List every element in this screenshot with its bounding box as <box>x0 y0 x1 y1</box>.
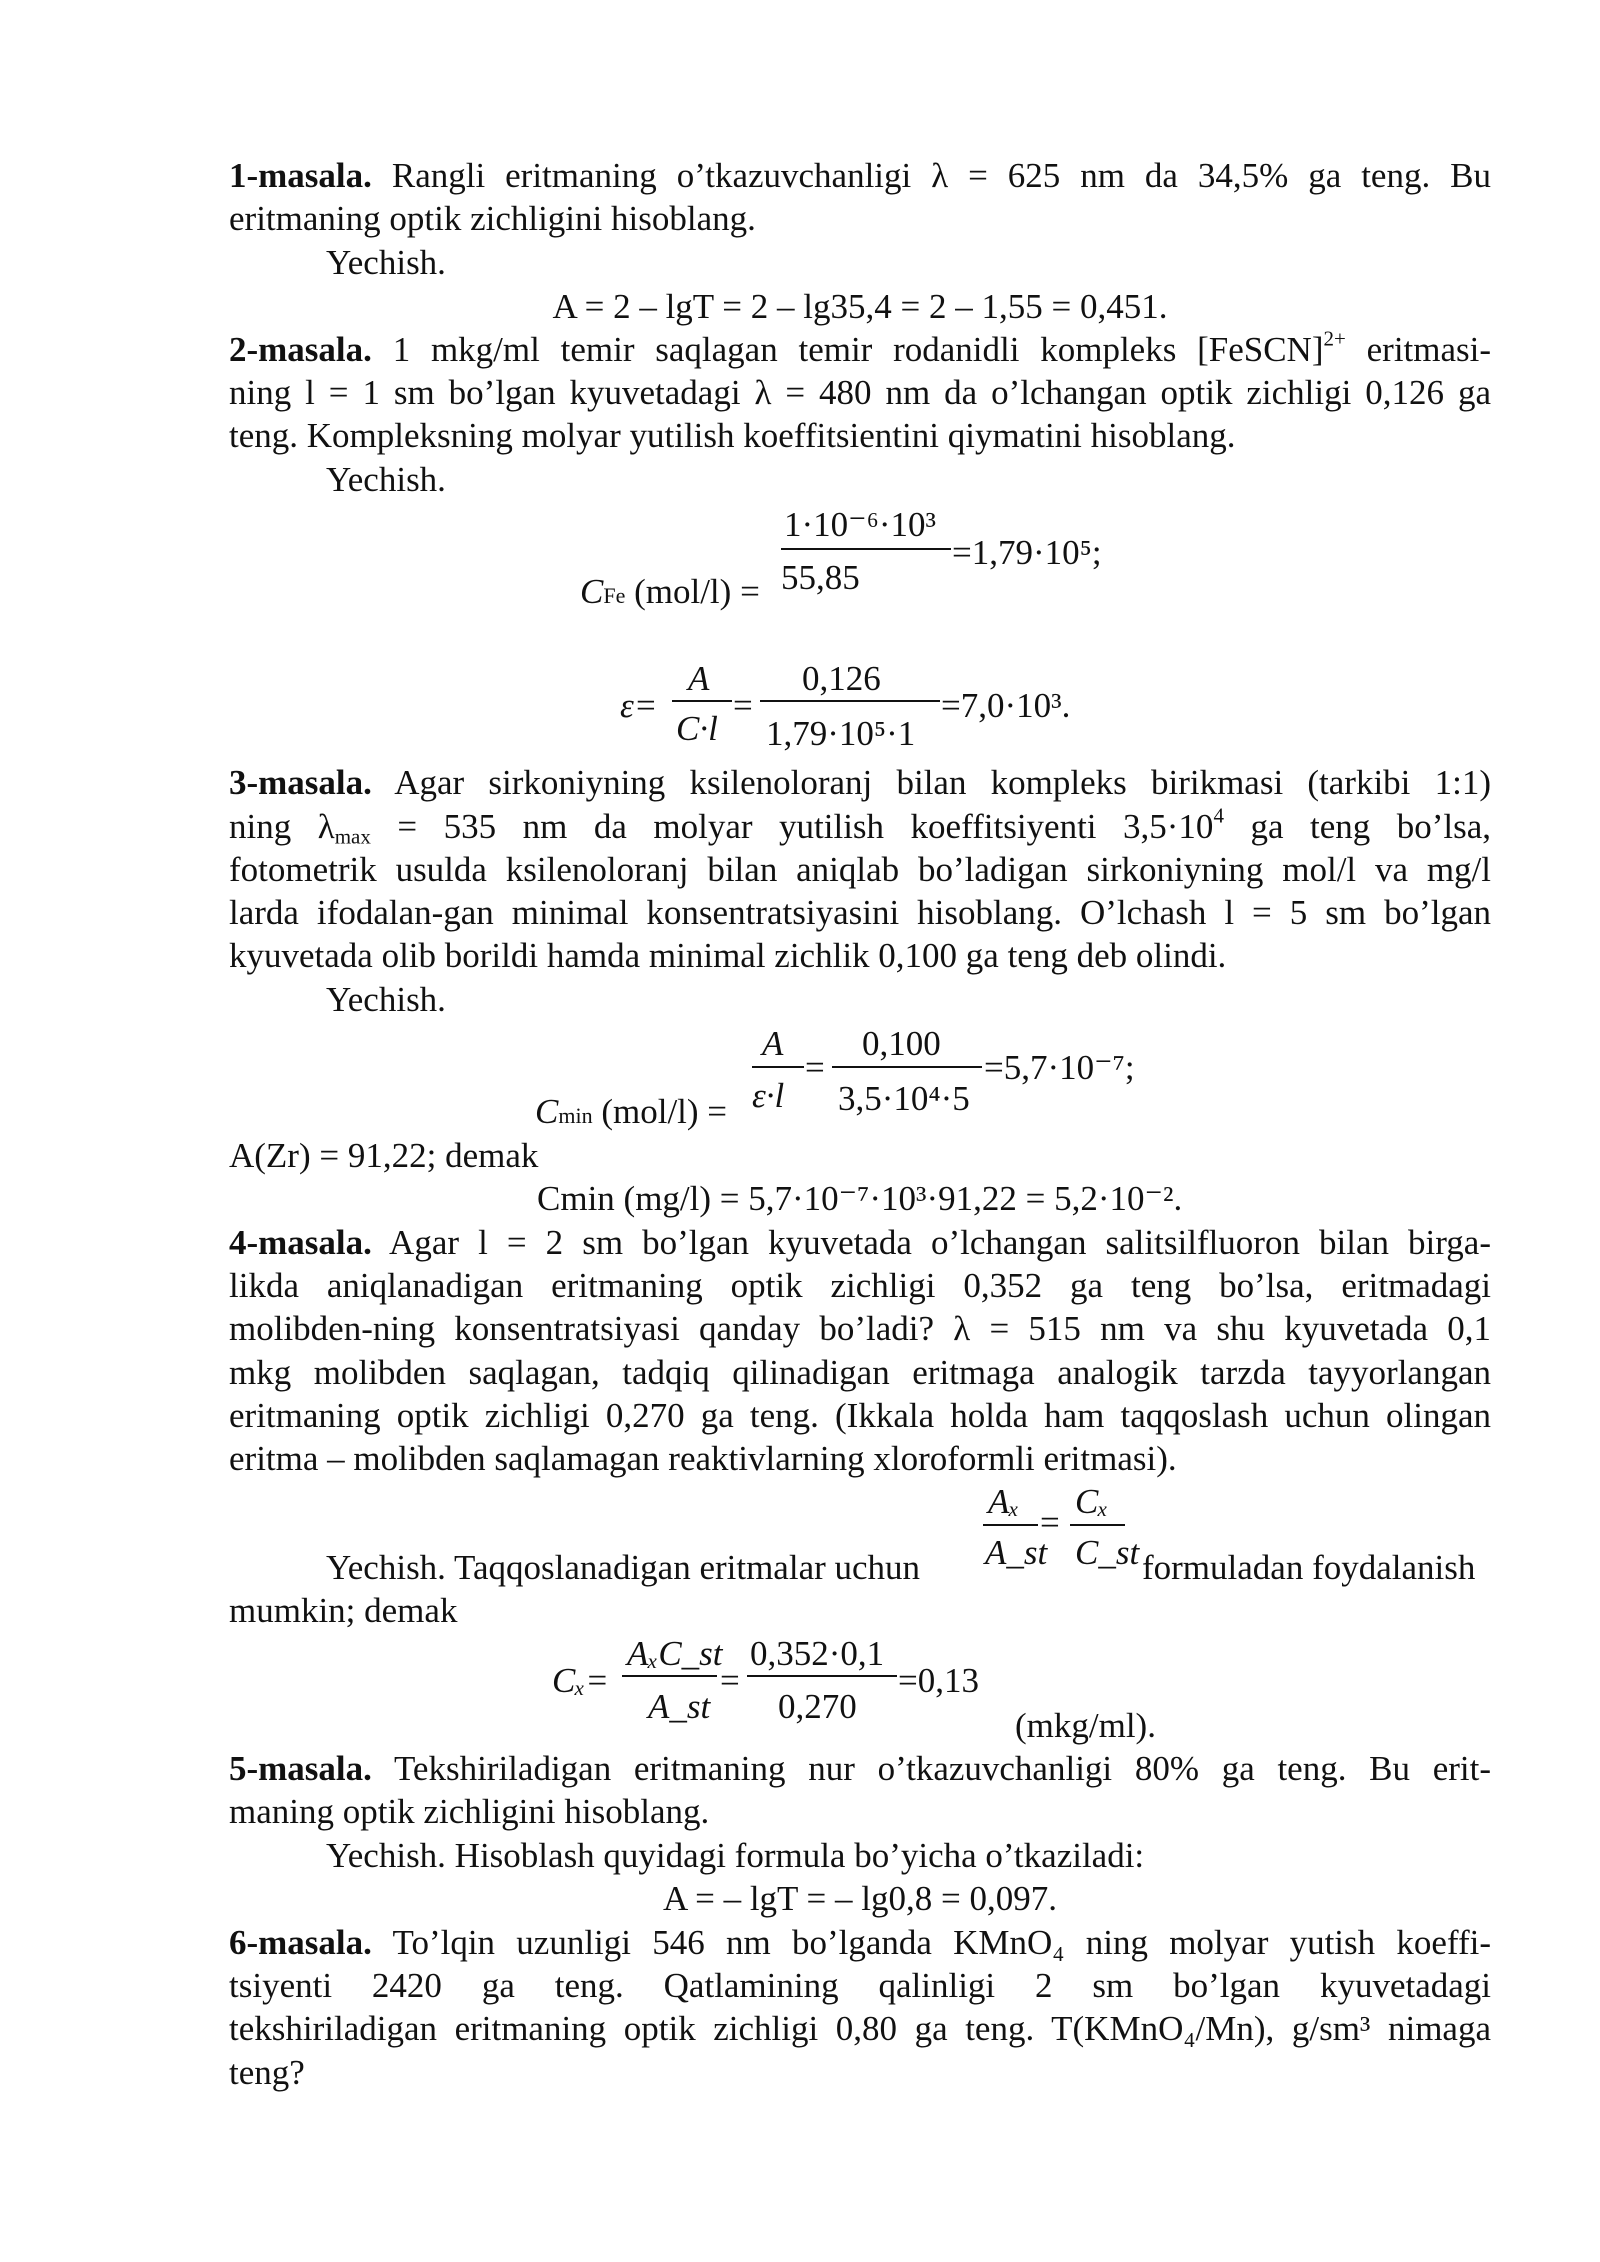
cmin-label: Cmin (mol/l) = <box>535 1092 728 1131</box>
cfe-fraction-bar <box>781 548 951 550</box>
epsilon-bar-2 <box>760 700 940 702</box>
problem-3-line-1: 3-masala. Agar sirkoniyning ksilenoloranj bilan kompleks birikmasi (tarkibi 1:1) <box>229 763 1491 802</box>
cx-eq: = <box>720 1661 740 1700</box>
ratio-num-2: Cₓ <box>1075 1482 1109 1521</box>
problem-3-line-4: larda ifodalan-gan minimal konsentratsiyasini hisoblang. O’lchash l = 5 sm bo’lgan <box>229 893 1491 932</box>
problem-2-solution-label: Yechish. <box>326 460 446 499</box>
problem-2-line-3: teng. Kompleksning molyar yutilish koeffitsientini qiymatini hisoblang. <box>229 416 1236 455</box>
cmin-num-2: 0,100 <box>862 1024 941 1063</box>
problem-1-title: 1-masala. <box>229 156 372 195</box>
problem-6-line-1: 6-masala. To’lqin uzunligi 546 nm bo’lganda KMnO₄ ning molyar yutish koeffi- <box>229 1923 1491 1962</box>
epsilon-den-2: 1,79·10⁵·1 <box>766 714 916 753</box>
cfe-numerator: 1·10⁻⁶·10³ <box>784 505 936 544</box>
cfe-denominator: 55,85 <box>781 558 860 597</box>
problem-4-line-7: mumkin; demak <box>229 1591 458 1630</box>
ratio-bar-2 <box>1070 1524 1125 1526</box>
problem-3-title: 3-masala. <box>229 763 372 802</box>
problem-5-line-1: 5-masala. Tekshiriladigan eritmaning nur o’tkazuvchanligi 80% ga teng. Bu erit- <box>229 1749 1491 1788</box>
problem-1-solution-label: Yechish. <box>326 243 446 282</box>
cx-result: =0,13 <box>898 1661 979 1700</box>
cfe-result: =1,79·10⁵; <box>952 533 1102 572</box>
cmin-eq: = <box>805 1048 825 1087</box>
problem-3-line-3: fotometrik usulda ksilenoloranj bilan aniqlab bo’ladigan sirkoniyning mol/l va mg/l <box>229 850 1491 889</box>
problem-4-solution-text-2: formuladan foydalanish <box>1142 1548 1476 1587</box>
cx-unit: (mkg/ml). <box>1015 1706 1156 1745</box>
ratio-bar-1 <box>983 1524 1038 1526</box>
problem-6-title: 6-masala. <box>229 1923 372 1962</box>
cx-bar-1 <box>622 1675 717 1677</box>
problem-2-line-2: ning l = 1 sm bo’lgan kyuvetadagi λ = 480 nm da o’lchangan optik zichligi 0,126 ga <box>229 373 1491 412</box>
cmin-bar-1 <box>752 1066 804 1068</box>
cmin-mg-formula: Cmin (mg/l) = 5,7·10⁻⁷·10³·91,22 = 5,2·10⁻². <box>537 1179 1183 1218</box>
ratio-eq: = <box>1040 1503 1060 1542</box>
atomic-mass-zr: A(Zr) = 91,22; demak <box>229 1136 539 1175</box>
problem-3-solution-label: Yechish. <box>326 980 446 1019</box>
problem-4-line-5: eritmaning optik zichligi 0,270 ga teng. (Ikkala holda ham taqqoslash uchun olingan <box>229 1396 1491 1435</box>
problem-1-formula: A = 2 – lgT = 2 – lg35,4 = 2 – 1,55 = 0,451. <box>552 287 1168 326</box>
problem-4-line-1: 4-masala. Agar l = 2 sm bo’lgan kyuvetada o’lchangan salitsilfluoron bilan birga- <box>229 1223 1491 1262</box>
problem-5-title: 5-masala. <box>229 1749 372 1788</box>
cfe-label: CFe (mol/l) = <box>580 572 760 611</box>
ratio-den-2: C_st <box>1075 1533 1140 1572</box>
cmin-result: =5,7·10⁻⁷; <box>984 1048 1135 1087</box>
problem-2-line-1: 2-masala. 1 mkg/ml temir saqlagan temir rodanidli kompleks [FeSCN]$^{2+}$ eritmasi- <box>229 326 1492 369</box>
epsilon-num-1: A <box>688 659 710 698</box>
problem-4-title: 4-masala. <box>229 1223 372 1262</box>
problem-5-line-3: Yechish. Hisoblash quyidagi formula bo’yicha o’tkaziladi: <box>326 1836 1145 1875</box>
problem-4-solution-text: Yechish. Taqqoslanadigan eritmalar uchun <box>326 1548 921 1587</box>
cx-lhs: Cₓ= <box>552 1661 609 1700</box>
ratio-den-1: A_st <box>985 1533 1048 1572</box>
problem-4-line-3: molibden-ning konsentratsiyasi qanday bo’ladi? λ = 515 nm va shu kyuvetada 0,1 <box>229 1309 1491 1348</box>
cx-num-1: AₓC_st <box>627 1634 723 1673</box>
problem-2-title: 2-masala. <box>229 330 372 369</box>
cmin-bar-2 <box>832 1066 982 1068</box>
problem-6-line-4: teng? <box>229 2053 305 2092</box>
cmin-den-2: 3,5·10⁴·5 <box>838 1079 970 1118</box>
problem-1-line-2: eritmaning optik zichligini hisoblang. <box>229 199 756 238</box>
problem-4-line-6: eritma – molibden saqlamagan reaktivlarning xloroformli eritmasi). <box>229 1439 1177 1478</box>
cx-den-2: 0,270 <box>778 1687 857 1726</box>
epsilon-eq: = <box>733 686 753 725</box>
problem-6-line-3: tekshiriladigan eritmaning optik zichligi 0,80 ga teng. T(KMnO₄/Mn), g/sm³ nimaga <box>229 2009 1491 2048</box>
problem-5-line-2: maning optik zichligini hisoblang. <box>229 1792 710 1831</box>
cmin-num-1: A <box>762 1024 784 1063</box>
cx-num-2: 0,352·0,1 <box>750 1634 885 1673</box>
problem-4-line-2: likda aniqlanadigan eritmaning optik zichligi 0,352 ga teng bo’lsa, eritmadagi <box>229 1266 1491 1305</box>
problem-3-line-5: kyuvetada olib borildi hamda minimal zichlik 0,100 ga teng deb olindi. <box>229 936 1227 975</box>
cx-bar-2 <box>747 1675 897 1677</box>
epsilon-den-1: C·l <box>676 709 718 748</box>
cx-den-1: A_st <box>648 1687 711 1726</box>
epsilon-num-2: 0,126 <box>802 659 881 698</box>
problem-6-line-2: tsiyenti 2420 ga teng. Qatlamining qalinligi 2 sm bo’lgan kyuvetadagi <box>229 1966 1491 2005</box>
epsilon-bar-1 <box>672 700 732 702</box>
epsilon-lhs: ε= <box>620 686 658 725</box>
ratio-num-1: Aₓ <box>988 1482 1020 1521</box>
problem-5-formula: A = – lgT = – lg0,8 = 0,097. <box>662 1879 1057 1918</box>
epsilon-result: =7,0·10³. <box>941 686 1071 725</box>
problem-4-line-4: mkg molibden saqlagan, tadqiq qilinadigan eritmaga analogik tarzda tayyorlangan <box>229 1353 1491 1392</box>
cmin-den-1: ε·l <box>752 1076 785 1115</box>
problem-1-line-1: 1-masala. Rangli eritmaning o’tkazuvchanligi λ = 625 nm da 34,5% ga teng. Bu <box>229 156 1491 195</box>
problem-3-line-2: ning $\lambda_{max} = 535$ nm da molyar yutilish koeffitsiyenti $3,5\cdot 10^4$ ga teng bo’lsa, <box>229 803 1492 849</box>
